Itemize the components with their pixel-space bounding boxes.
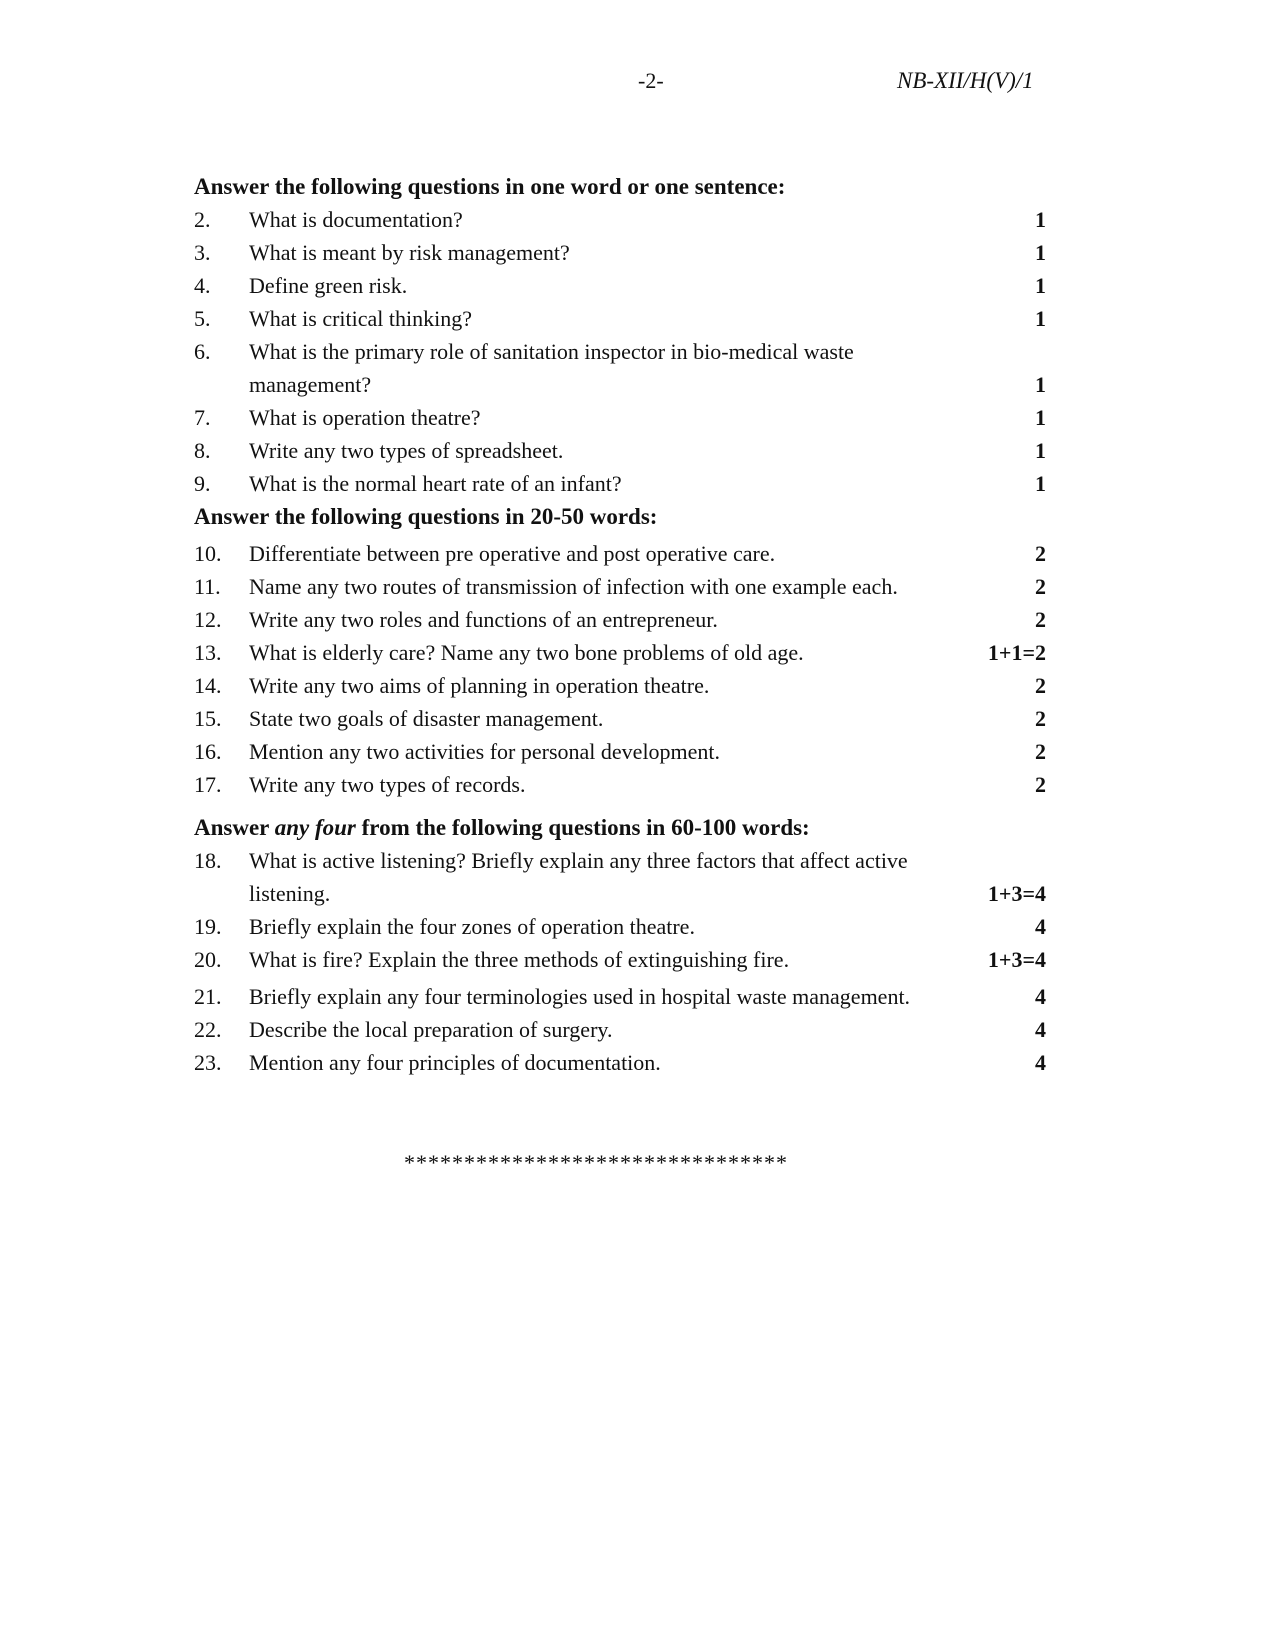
question-4 bbox=[194, 269, 1046, 302]
section-heading-short-answer: Answer the following questions in 20-50 words: bbox=[194, 504, 658, 529]
question-marks: 2 bbox=[1035, 772, 1046, 797]
question-number: 22. bbox=[194, 1017, 222, 1042]
question-marks: 1 bbox=[1035, 438, 1046, 463]
question-marks: 1 bbox=[1035, 372, 1046, 397]
question-marks: 4 bbox=[1035, 914, 1046, 939]
question-marks: 1 bbox=[1035, 405, 1046, 430]
question-text: What is active listening? Briefly explain any three factors that affect active listening. bbox=[249, 848, 908, 906]
question-number: 3. bbox=[194, 240, 211, 265]
question-17 bbox=[194, 768, 1046, 801]
question-text: Briefly explain the four zones of operation theatre. bbox=[249, 914, 695, 939]
question-number: 17. bbox=[194, 772, 222, 797]
question-11 bbox=[194, 570, 1046, 603]
question-5 bbox=[194, 302, 1046, 335]
question-18 bbox=[194, 844, 1046, 910]
question-text: Write any two roles and functions of an entrepreneur. bbox=[249, 607, 718, 632]
question-number: 19. bbox=[194, 914, 222, 939]
question-12 bbox=[194, 603, 1046, 636]
question-text: Describe the local preparation of surgery. bbox=[249, 1017, 613, 1042]
question-marks: 1+3=4 bbox=[987, 881, 1046, 906]
question-22 bbox=[194, 1013, 1046, 1046]
question-text: Mention any two activities for personal development. bbox=[249, 739, 721, 764]
question-marks: 1 bbox=[1035, 306, 1046, 331]
question-marks: 4 bbox=[1035, 984, 1046, 1009]
question-text: What is documentation? bbox=[249, 207, 463, 232]
question-text: What is meant by risk management? bbox=[249, 240, 570, 265]
question-text: Mention any four principles of documentation. bbox=[249, 1050, 661, 1075]
question-number: 6. bbox=[194, 339, 211, 364]
question-marks: 2 bbox=[1035, 607, 1046, 632]
question-2 bbox=[194, 203, 1046, 236]
question-marks: 2 bbox=[1035, 673, 1046, 698]
question-marks: 1 bbox=[1035, 207, 1046, 232]
question-marks: 4 bbox=[1035, 1050, 1046, 1075]
question-number: 20. bbox=[194, 947, 222, 972]
question-number: 12. bbox=[194, 607, 222, 632]
question-number: 16. bbox=[194, 739, 222, 764]
heading-emphasis: any four bbox=[274, 815, 356, 840]
question-marks: 2 bbox=[1035, 706, 1046, 731]
question-text: Write any two types of records. bbox=[249, 772, 526, 797]
question-text: What is elderly care? Name any two bone problems of old age. bbox=[249, 640, 804, 665]
question-number: 2. bbox=[194, 207, 211, 232]
question-text: What is the primary role of sanitation inspector in bio-medical waste management? bbox=[249, 339, 854, 397]
question-text: Differentiate between pre operative and post operative care. bbox=[249, 541, 776, 566]
question-7 bbox=[194, 401, 1046, 434]
question-number: 8. bbox=[194, 438, 211, 463]
section-heading-one-word: Answer the following questions in one word or one sentence: bbox=[194, 174, 786, 199]
question-text: Write any two types of spreadsheet. bbox=[249, 438, 564, 463]
question-marks: 2 bbox=[1035, 574, 1046, 599]
question-20 bbox=[194, 943, 1046, 976]
question-number: 4. bbox=[194, 273, 211, 298]
question-text: Name any two routes of transmission of infection with one example each. bbox=[249, 574, 898, 599]
question-number: 11. bbox=[194, 574, 221, 599]
question-number: 7. bbox=[194, 405, 211, 430]
question-text: What is the normal heart rate of an infant? bbox=[249, 471, 622, 496]
question-text: Define green risk. bbox=[249, 273, 408, 298]
paper-code: NB-XII/H(V)/1 bbox=[897, 68, 1034, 93]
question-text: Briefly explain any four terminologies used in hospital waste management. bbox=[249, 984, 911, 1009]
question-3 bbox=[194, 236, 1046, 269]
question-text: What is fire? Explain the three methods of extinguishing fire. bbox=[249, 947, 790, 972]
question-marks: 1 bbox=[1035, 273, 1046, 298]
question-19 bbox=[194, 910, 1046, 943]
question-number: 14. bbox=[194, 673, 222, 698]
question-text: What is operation theatre? bbox=[249, 405, 481, 430]
question-number: 10. bbox=[194, 541, 222, 566]
question-marks: 4 bbox=[1035, 1017, 1046, 1042]
page-number: -2- bbox=[638, 68, 664, 93]
question-14 bbox=[194, 669, 1046, 702]
question-number: 15. bbox=[194, 706, 222, 731]
question-number: 13. bbox=[194, 640, 222, 665]
question-21 bbox=[194, 980, 1046, 1013]
question-number: 5. bbox=[194, 306, 211, 331]
question-text: State two goals of disaster management. bbox=[249, 706, 604, 731]
question-8 bbox=[194, 434, 1046, 467]
question-marks: 1+3=4 bbox=[987, 947, 1046, 972]
question-marks: 1 bbox=[1035, 471, 1046, 496]
question-number: 21. bbox=[194, 984, 222, 1009]
question-paper-body bbox=[194, 170, 1046, 1079]
question-text: What is critical thinking? bbox=[249, 306, 472, 331]
question-marks: 2 bbox=[1035, 739, 1046, 764]
question-16 bbox=[194, 735, 1046, 768]
question-number: 23. bbox=[194, 1050, 222, 1075]
question-10 bbox=[194, 537, 1046, 570]
question-text: Write any two aims of planning in operation theatre. bbox=[249, 673, 710, 698]
question-9 bbox=[194, 467, 1046, 500]
question-13 bbox=[194, 636, 1046, 669]
question-6 bbox=[194, 335, 1046, 401]
question-marks: 2 bbox=[1035, 541, 1046, 566]
question-23 bbox=[194, 1046, 1046, 1079]
question-15 bbox=[194, 702, 1046, 735]
question-number: 9. bbox=[194, 471, 211, 496]
section-heading-long-answer: Answer any four from the following questions in 60-100 words: bbox=[194, 815, 810, 840]
question-marks: 1+1=2 bbox=[987, 640, 1046, 665]
question-marks: 1 bbox=[1035, 240, 1046, 265]
question-number: 18. bbox=[194, 848, 222, 873]
end-divider: ******************************** bbox=[404, 1150, 788, 1175]
